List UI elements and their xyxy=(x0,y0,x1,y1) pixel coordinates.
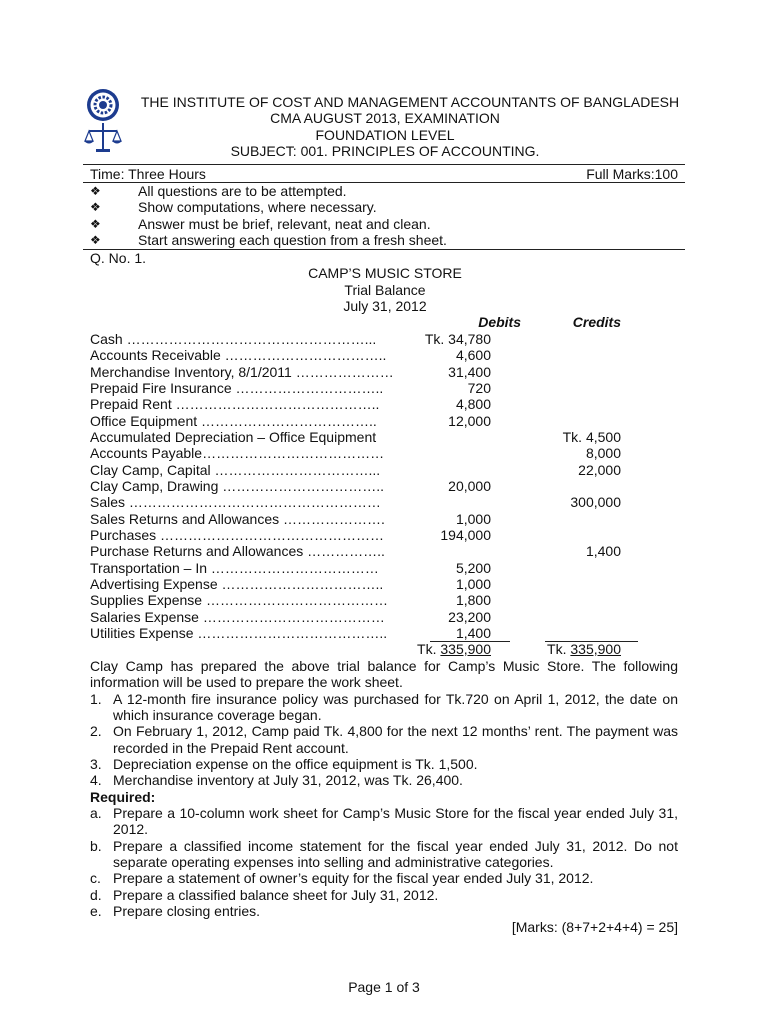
bullet-icon: ❖ xyxy=(90,184,101,198)
account-name: Supplies Expense ………………………………… xyxy=(90,592,388,608)
account-name: Purchase Returns and Allowances …………….. xyxy=(90,543,385,559)
info-text: Merchandise inventory at July 31, 2012, was Tk. 26,400. xyxy=(113,772,463,788)
exam-level: FOUNDATION LEVEL xyxy=(315,127,455,143)
instruction-item: Start answering each question from a fresh sheet. xyxy=(138,232,447,248)
account-name: Accounts Receivable …………………………….. xyxy=(90,347,387,363)
info-number: 2. xyxy=(90,723,102,739)
info-number: 4. xyxy=(90,772,102,788)
time-allowed: Time: Three Hours xyxy=(90,166,206,182)
required-letter: b. xyxy=(90,838,102,854)
account-name: Accounts Payable………………………………… xyxy=(90,445,385,461)
credit-amount: 300,000 xyxy=(570,494,621,510)
institute-name: THE INSTITUTE OF COST AND MANAGEMENT ACCOUNTANTS OF BANGLADESH xyxy=(140,94,680,110)
header-rule xyxy=(83,164,685,165)
account-name: Office Equipment ……………………………….. xyxy=(90,413,377,429)
debit-amount: 194,000 xyxy=(440,527,491,543)
required-text: 2012. xyxy=(113,821,149,837)
account-name: Salaries Expense ………………………………… xyxy=(90,609,385,625)
institute-logo xyxy=(83,87,123,157)
debit-total-value: 335,900 xyxy=(440,641,491,657)
required-text: Prepare closing entries. xyxy=(113,903,261,919)
question-number: Q. No. 1. xyxy=(90,250,147,266)
statement-title: Trial Balance xyxy=(344,282,426,298)
credit-amount: 1,400 xyxy=(585,543,621,559)
credit-amount: 8,000 xyxy=(585,445,621,461)
info-text: recorded in the Prepaid Rent account. xyxy=(113,740,349,756)
debit-amount: Tk. 34,780 xyxy=(424,331,491,347)
account-name: Clay Camp, Capital ……………………………... xyxy=(90,462,381,478)
debit-amount: 20,000 xyxy=(448,478,491,494)
credit-total-prefix: Tk. xyxy=(547,641,567,657)
required-text: Prepare a statement of owner’s equity for the fiscal year ended July 31, 2012. xyxy=(113,870,594,886)
account-name: Sales Returns and Allowances …………………. xyxy=(90,511,385,527)
bullet-icon: ❖ xyxy=(90,233,101,247)
account-name: Utilities Expense ………………………………….. xyxy=(90,625,388,641)
account-name: Purchases ………………………………………… xyxy=(90,527,385,543)
required-letter: e. xyxy=(90,903,102,919)
instruction-item: All questions are to be attempted. xyxy=(138,183,347,199)
debit-amount: 5,200 xyxy=(455,560,491,576)
info-number: 1. xyxy=(90,691,102,707)
exam-subject: SUBJECT: 001. PRINCIPLES OF ACCOUNTING. xyxy=(230,143,540,159)
required-heading: Required: xyxy=(90,789,156,805)
statement-date: July 31, 2012 xyxy=(343,298,427,314)
debit-amount: 1,800 xyxy=(455,592,491,608)
info-text: A 12-month fire insurance policy was purchased for Tk.720 on April 1, 2012, the date on xyxy=(113,691,678,707)
account-name: Transportation – In ……………………………… xyxy=(90,560,379,576)
account-name: Clay Camp, Drawing …………………………….. xyxy=(90,478,385,494)
required-letter: d. xyxy=(90,887,102,903)
debit-amount: 4,600 xyxy=(455,347,491,363)
credit-total xyxy=(547,641,621,657)
debit-amount: 720 xyxy=(467,380,491,396)
marks-breakdown: [Marks: (8+7+2+4+4) = 25] xyxy=(511,919,678,935)
debit-total-prefix: Tk. xyxy=(417,641,437,657)
debit-amount: 31,400 xyxy=(448,364,491,380)
required-text: separate operating expenses into selling and administrative categories. xyxy=(113,854,554,870)
bullet-icon: ❖ xyxy=(90,200,101,214)
bullet-icon: ❖ xyxy=(90,217,101,231)
page-number: Page 1 of 3 xyxy=(348,979,420,995)
required-letter: a. xyxy=(90,805,102,821)
account-name: Advertising Expense …………………………….. xyxy=(90,576,384,592)
info-number: 3. xyxy=(90,756,102,772)
account-name: Sales ……………………………………………… xyxy=(90,494,381,510)
account-name: Cash ……………………………………………... xyxy=(90,331,377,347)
required-letter: c. xyxy=(90,870,101,886)
instruction-item: Answer must be brief, relevant, neat and clean. xyxy=(138,216,431,232)
required-text: Prepare a 10-column work sheet for Camp’s Music Store for the fiscal year ended July 31, xyxy=(113,805,678,821)
account-name: Prepaid Fire Insurance ………………………….. xyxy=(90,380,384,396)
debits-header: Debits xyxy=(478,314,521,330)
credit-amount: Tk. 4,500 xyxy=(562,429,621,445)
credits-header: Credits xyxy=(572,314,621,330)
credit-amount: 22,000 xyxy=(578,462,621,478)
info-text: Depreciation expense on the office equipment is Tk. 1,500. xyxy=(113,756,478,772)
instructions-bottom-rule xyxy=(83,249,685,250)
account-name: Accumulated Depreciation – Office Equipment xyxy=(90,429,377,445)
credit-total-value: 335,900 xyxy=(570,641,621,657)
debit-amount: 23,200 xyxy=(448,609,491,625)
store-name: CAMP’S MUSIC STORE xyxy=(308,265,462,281)
info-text: which insurance coverage began. xyxy=(113,707,322,723)
instruction-item: Show computations, where necessary. xyxy=(138,199,377,215)
debit-amount: 12,000 xyxy=(448,413,491,429)
full-marks: Full Marks:100 xyxy=(586,166,678,182)
debit-amount: 1,000 xyxy=(455,511,491,527)
required-text: Prepare a classified income statement for the fiscal year ended July 31, 2012. Do not xyxy=(113,838,678,854)
intro-line: information will be used to prepare the work sheet. xyxy=(90,674,403,690)
debit-amount: 4,800 xyxy=(455,396,491,412)
account-name: Merchandise Inventory, 8/1/2011 ………………… xyxy=(90,364,394,380)
info-text: On February 1, 2012, Camp paid Tk. 4,800 for the next 12 months’ rent. The payment was xyxy=(113,723,678,739)
debit-amount: 1,400 xyxy=(455,625,491,641)
debit-total xyxy=(417,641,491,657)
exam-title: CMA AUGUST 2013, EXAMINATION xyxy=(270,110,500,126)
intro-line: Clay Camp has prepared the above trial balance for Camp’s Music Store. The following xyxy=(90,658,678,674)
debit-amount: 1,000 xyxy=(455,576,491,592)
required-text: Prepare a classified balance sheet for July 31, 2012. xyxy=(113,887,439,903)
account-name: Prepaid Rent …………………………………….. xyxy=(90,396,380,412)
